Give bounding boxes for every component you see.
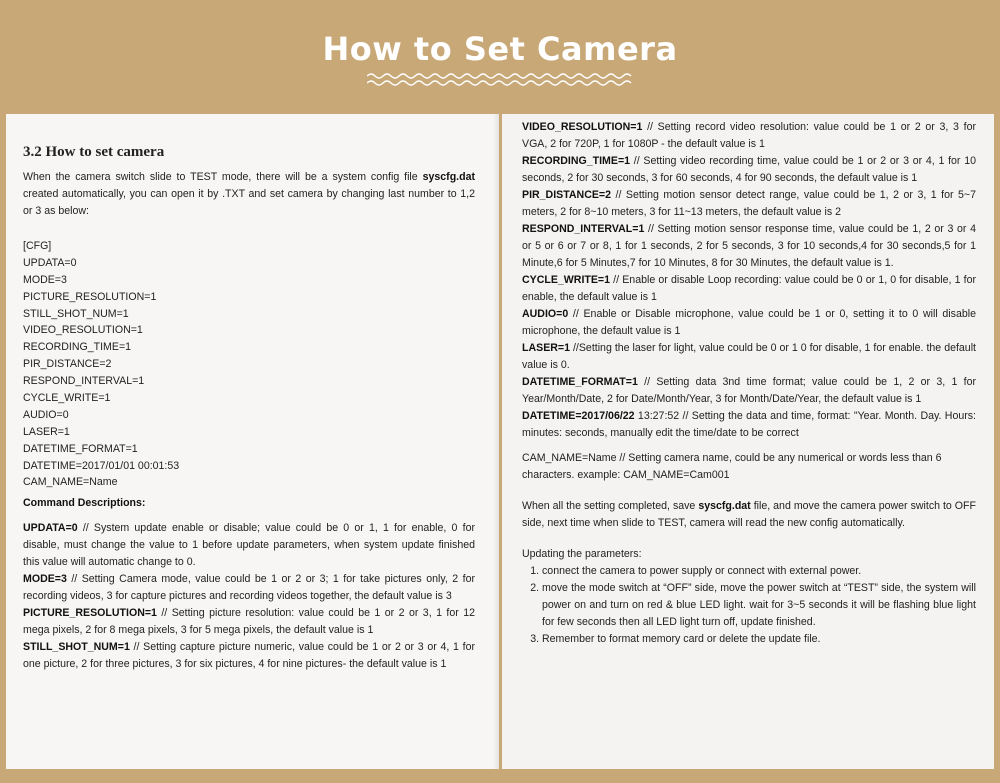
command-description bbox=[522, 340, 976, 374]
config-line: RECORDING_TIME=1 bbox=[23, 341, 132, 354]
update-step: 3. Remember to format memory card or delete the update file. bbox=[542, 631, 976, 648]
command-description bbox=[522, 272, 976, 306]
completion-text: When all the setting completed, save bbox=[522, 500, 699, 512]
config-line: PIR_DISTANCE=2 bbox=[23, 358, 112, 371]
update-steps bbox=[522, 563, 976, 648]
command-text: // Enable or Disable microphone, value could be 1 or 0, setting it to 0 will disable microphone, the default value is 1 bbox=[522, 308, 976, 337]
config-line: MODE=3 bbox=[23, 273, 67, 286]
command-description bbox=[23, 571, 475, 605]
config-line: UPDATA=0 bbox=[23, 256, 77, 269]
command-key: UPDATA=0 bbox=[23, 522, 78, 535]
command-description bbox=[522, 374, 976, 408]
command-text: // Setting record video resolution: value could be 1 or 2 or 3, 3 for VGA, 2 for 720P, 1 for 1080P - the default value is 1 bbox=[522, 121, 976, 150]
command-text: // Setting capture picture numeric, value could be 1 or 2 or 3 or 4, 1 for one picture, 2 for three pictures, 3 for six pictures, 4 for nine pictures- the default value is 1 bbox=[23, 641, 475, 671]
command-key: RECORDING_TIME=1 bbox=[522, 155, 631, 167]
command-key: VIDEO_RESOLUTION=1 bbox=[522, 121, 643, 133]
command-key: RESPOND_INTERVAL=1 bbox=[522, 223, 645, 235]
command-key: LASER=1 bbox=[522, 342, 570, 354]
config-line: RESPOND_INTERVAL=1 bbox=[23, 375, 145, 388]
command-descriptions-heading: Command Descriptions: bbox=[23, 497, 146, 510]
wave-divider bbox=[367, 72, 633, 88]
left-page bbox=[6, 114, 499, 769]
command-text: //Setting the laser for light, value could be 0 or 1 0 for disable, 1 for enable. the default value is 0. bbox=[522, 342, 976, 371]
config-line: VIDEO_RESOLUTION=1 bbox=[23, 324, 143, 337]
config-line: CAM_NAME=Name bbox=[23, 476, 118, 489]
command-text: 13:27:52 // Setting the data and time, format: "Year. Month. Day. Hours: minutes: seconds, manually edit the time/date to be correct bbox=[522, 410, 976, 439]
config-line: STILL_SHOT_NUM=1 bbox=[23, 307, 129, 320]
section-heading: 3.2 How to set camera bbox=[23, 144, 165, 160]
config-filename: syscfg.dat bbox=[698, 500, 751, 512]
command-description bbox=[522, 221, 976, 272]
command-text: // Setting Camera mode, value could be 1 or 2 or 3; 1 for take pictures only, 2 for recording videos, 3 for capture pictures and recording videos together, the default value is 3 bbox=[23, 573, 475, 603]
command-description bbox=[23, 605, 475, 639]
command-text: // Enable or disable Loop recording: value could be 0 or 1, 0 for disable, 1 for enable, the default value is 1 bbox=[522, 274, 976, 303]
config-line: DATETIME_FORMAT=1 bbox=[23, 442, 138, 455]
command-key: STILL_SHOT_NUM=1 bbox=[23, 641, 130, 654]
command-text: // Setting data 3nd time format; value could be 1, 2 or 3, 1 for Year/Month/Date, 2 for Date/Month/Year, 3 for Month/Date/Year, the default value is 1 bbox=[522, 376, 976, 405]
command-description bbox=[23, 639, 475, 673]
command-text: // Setting motion sensor response time, value could be 1, 2 or 3 or 4 or 5 or 6 or 7 or 8, 1 for 1 seconds, 2 for 5 seconds, 3 for 10 seconds,4 for 30 seconds,5 for 1 Minute,6 for 5 Minutes,7 for 10 Minutes, 8 for 30 Minutes, the default value is 1. bbox=[522, 223, 976, 269]
page-gutter-shadow bbox=[493, 114, 499, 769]
command-description bbox=[522, 408, 976, 442]
config-line: [CFG] bbox=[23, 240, 52, 252]
command-text: // System update enable or disable; value could be 0 or 1, 1 for enable, 0 for disable, must change the value to 1 before update parameters, when system update finished this value will automatic change to 0. bbox=[23, 522, 475, 569]
right-page bbox=[502, 114, 994, 769]
intro-paragraph bbox=[23, 169, 475, 220]
command-key: PIR_DISTANCE=2 bbox=[522, 189, 611, 201]
update-heading: Updating the parameters: bbox=[522, 548, 642, 560]
right-command-list bbox=[522, 119, 976, 442]
page-title: How to Set Camera bbox=[322, 30, 678, 68]
command-description bbox=[522, 187, 976, 221]
config-line: AUDIO=0 bbox=[23, 408, 69, 421]
command-description bbox=[522, 119, 976, 153]
intro-text-end: created automatically, you can open it by .TXT and set camera by changing last number to 1,2 or 3 as below: bbox=[23, 188, 475, 217]
intro-text: When the camera switch slide to TEST mode, there will be a system config file bbox=[23, 171, 423, 183]
command-key: DATETIME=2017/06/22 bbox=[522, 410, 635, 422]
completion-paragraph bbox=[522, 498, 976, 532]
completion-text-end: file, and move the camera power switch to OFF side, next time when slide to TEST, camera will read the new config automatically. bbox=[522, 500, 976, 529]
config-line: PICTURE_RESOLUTION=1 bbox=[23, 290, 157, 303]
command-description bbox=[23, 520, 475, 571]
command-text: // Setting picture resolution: value could be 1 or 2 or 3, 1 for 12 mega pixels, 2 for 8 mega pixels, 3 for 5 mega pixels, the default value is 1 bbox=[23, 607, 475, 637]
config-line: DATETIME=2017/01/01 00:01:53 bbox=[23, 459, 180, 472]
command-text: // Setting video recording time, value could be 1 or 2 or 3 or 4, 1 for 10 seconds, 2 for 30 seconds, 3 for 60 seconds, 4 for 90 seconds, the default value is 1 bbox=[522, 155, 976, 184]
config-line: LASER=1 bbox=[23, 425, 70, 438]
command-key: PICTURE_RESOLUTION=1 bbox=[23, 607, 157, 620]
command-key: MODE=3 bbox=[23, 573, 67, 586]
command-key: CYCLE_WRITE=1 bbox=[522, 274, 611, 286]
command-text: // Setting motion sensor detect range, value could be 1, 2 or 3, 1 for 5~7 meters, 2 for 8~10 meters, 3 for 11~13 meters, the default value is 2 bbox=[522, 189, 976, 218]
cam-name-description: CAM_NAME=Name // Setting camera name, could be any numerical or words less than 6 characters. example: CAM_NAME=Cam001 bbox=[522, 452, 942, 481]
command-description bbox=[522, 153, 976, 187]
config-line: CYCLE_WRITE=1 bbox=[23, 392, 111, 405]
command-key: AUDIO=0 bbox=[522, 308, 569, 320]
update-step: 1. connect the camera to power supply or connect with external power. bbox=[542, 563, 976, 580]
command-key: DATETIME_FORMAT=1 bbox=[522, 376, 638, 388]
config-listing bbox=[23, 238, 475, 491]
command-description bbox=[522, 306, 976, 340]
config-filename: syscfg.dat bbox=[422, 171, 475, 183]
update-step: 2. move the mode switch at “OFF” side, move the power switch at “TEST” side, the system will power on and turn on red & blue LED light. wait for 3~5 seconds it will be flashing blue light for few seconds then all LED light turn off, update finished. bbox=[542, 580, 976, 631]
left-command-list bbox=[23, 520, 475, 673]
